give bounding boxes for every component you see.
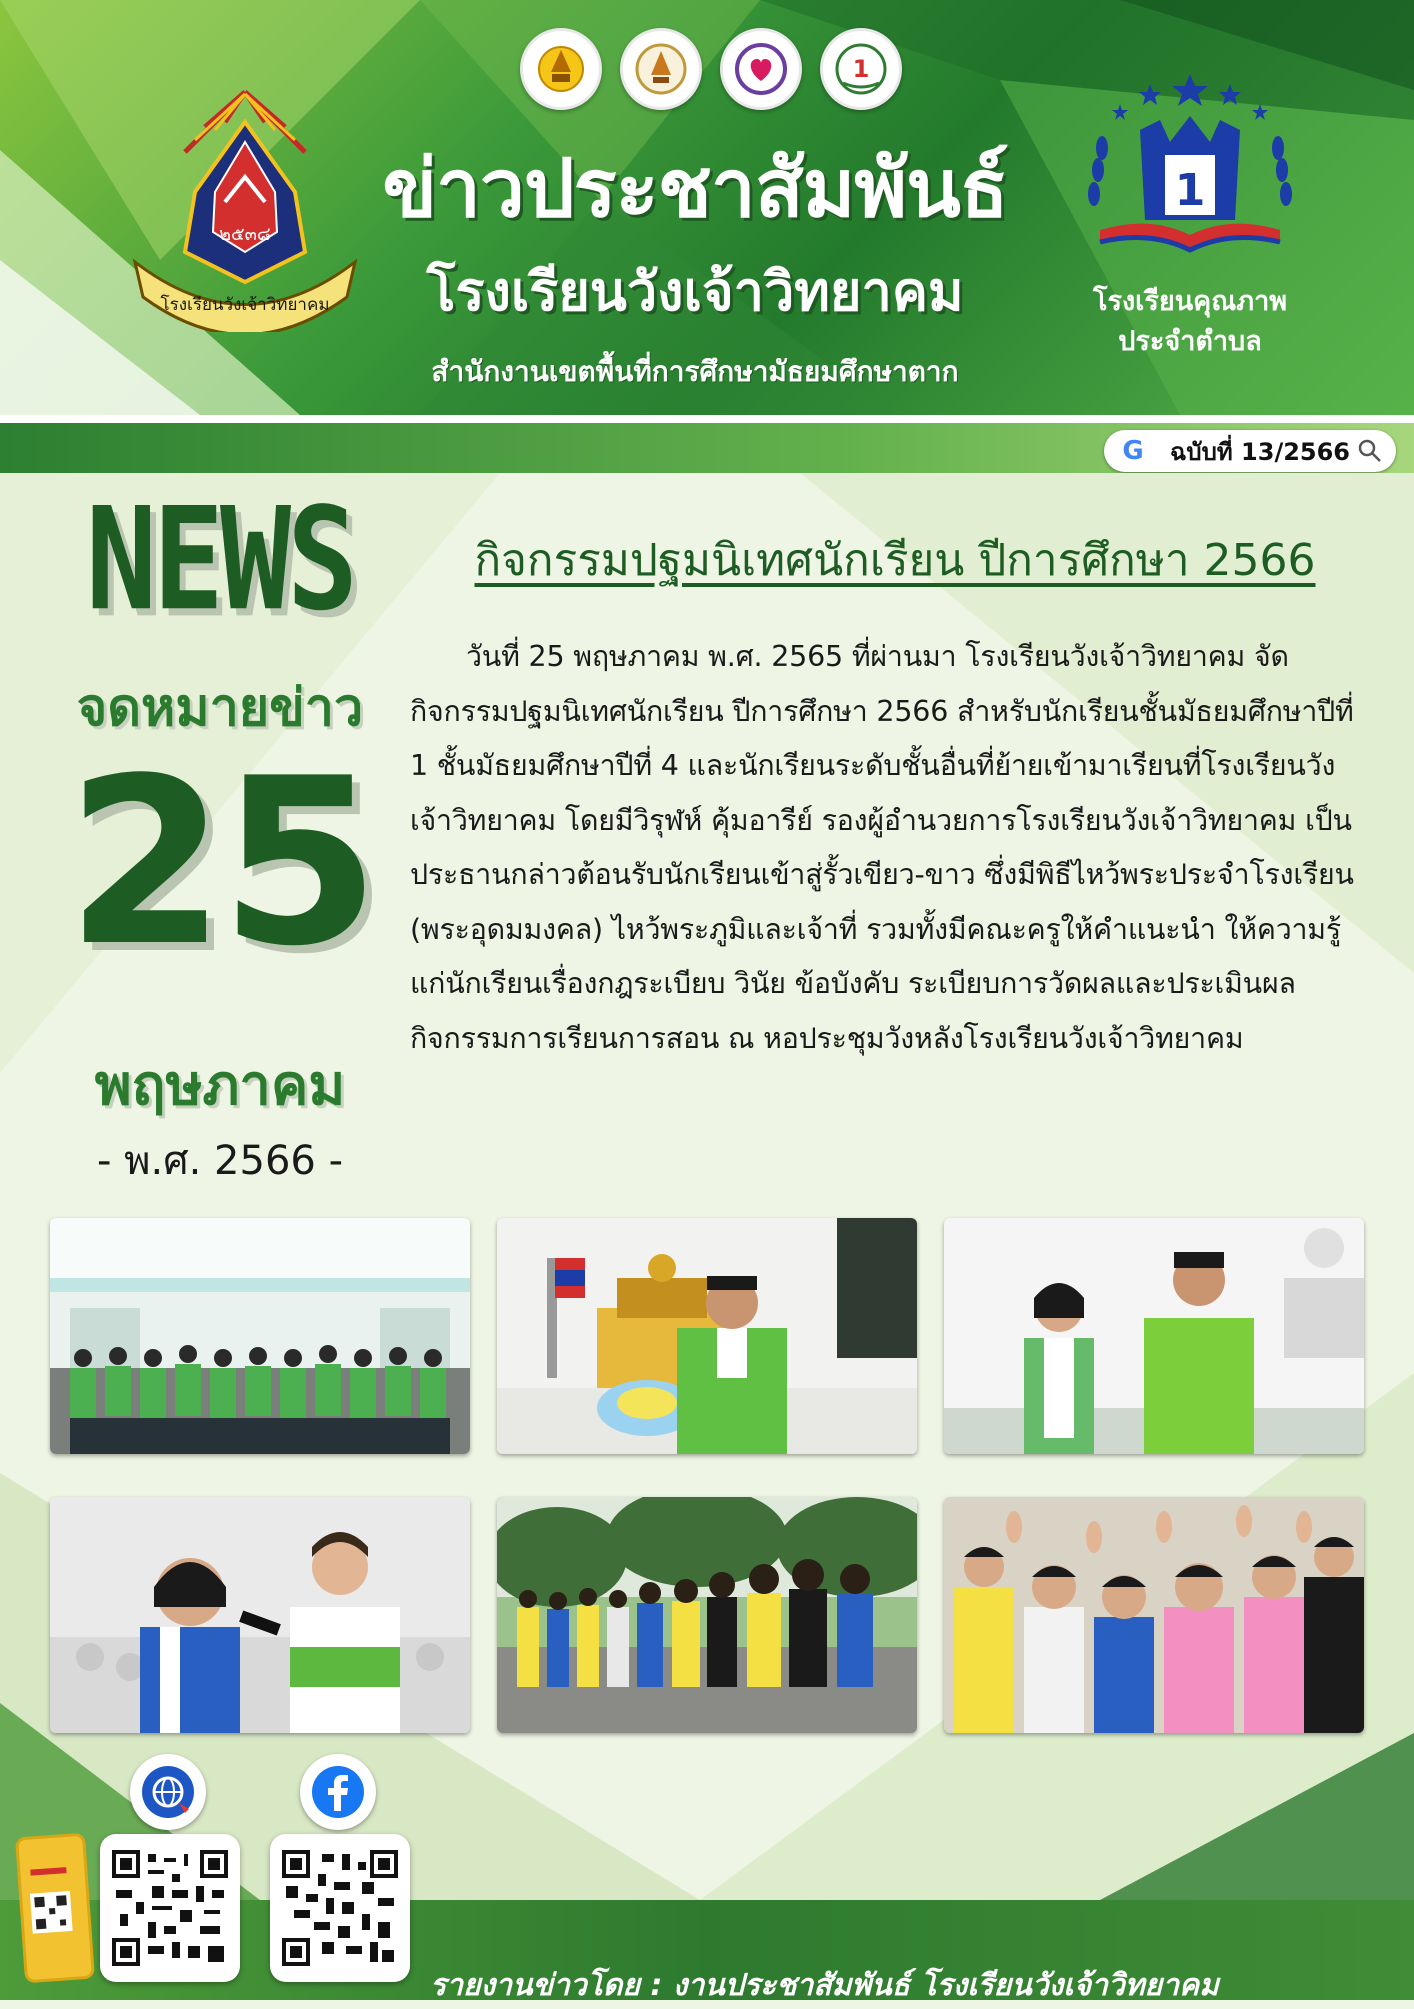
- google-g-icon: G: [1122, 436, 1144, 466]
- date-year: - พ.ศ. 2566 -: [97, 1138, 343, 1184]
- website-qr-code[interactable]: [100, 1834, 240, 1982]
- date-month: พฤษภาคม: [94, 1053, 346, 1118]
- quality-school-logo: [1070, 70, 1310, 270]
- newsletter-label: จดหมายข่าว: [76, 678, 364, 738]
- quality-line-2: ประจำตำบล: [1118, 326, 1262, 357]
- quality-line-1: โรงเรียนคุณภาพ: [1092, 286, 1288, 317]
- issue-search-bar[interactable]: [1104, 430, 1396, 472]
- partner-logos: [520, 28, 902, 110]
- photo-outdoor-students: [497, 1497, 917, 1733]
- article-body: วันที่ 25 พฤษภาคม พ.ศ. 2565 ที่ผ่านมา โรงเรียนวังเจ้าวิทยาคม จัดกิจกรรมปฐมนิเทศนักเรียน ปีการศึกษา 2566 สำหรับนักเรียนชั้นมัธยมศึกษาปีที่ 1 ชั้นมัธยมศึกษาปีที่ 4 และนักเรียนระดับชั้นอื่นที่ย้ายเข้ามาเรียนที่โรงเรียนวังเจ้าวิทยาคม โดยมีวิรุฬห์ คุ้มอารีย์ รองผู้อำนวยการโรงเรียนวังเจ้าวิทยาคม เป็นประธานกล่าวต้อนรับนักเรียนเข้าสู่รั้วเขียว-ขาว ซึ่งมีพิธีไหว้พระประจำโรงเรียน (พระอุดมมงคล) ไหว้พระภูมิและเจ้าที่ รวมทั้งมีคณะครูให้คำแนะนำ ให้ความรู้แก่นักเรียนเรื่องกฎระเบียบ วินัย ข้อบังคับ ระเบียบการวัดผลและประเมินผล กิจกรรมการเรียนการสอน ณ หอประชุมวังหลังโรงเรียนวังเจ้าวิทยาคม: [410, 640, 1354, 1055]
- article-title: กิจกรรมปฐมนิเทศนักเรียน ปีการศึกษา 2566: [474, 535, 1316, 586]
- photo-hall-assembly: [50, 1218, 470, 1454]
- header-office-name: สำนักงานเขตพื้นที่การศึกษามัธยมศึกษาตาก: [431, 355, 959, 388]
- svg-text:1: 1: [852, 55, 870, 83]
- photo-students-raising-hands: [944, 1497, 1364, 1733]
- facebook-qr-code[interactable]: [270, 1834, 410, 1982]
- phone-qr-icon: [15, 1833, 95, 1984]
- number-one-logo-icon: [820, 28, 902, 110]
- svg-text:1: 1: [1174, 165, 1206, 216]
- heart-logo-icon: [720, 28, 802, 110]
- facebook-icon[interactable]: [300, 1754, 376, 1830]
- header-title: ข่าวประชาสัมพันธ์: [382, 142, 1008, 235]
- school-emblem-logo: [125, 82, 365, 332]
- news-heading: NEWS: [85, 476, 355, 642]
- search-icon[interactable]: [1356, 437, 1384, 465]
- photo-two-speakers: [944, 1218, 1364, 1454]
- date-day: 25: [65, 730, 375, 997]
- obec-logo-icon: [520, 28, 602, 110]
- issue-number: ฉบับที่ 13/2566: [1170, 437, 1350, 466]
- header-school-name: โรงเรียนวังเจ้าวิทยาคม: [426, 260, 964, 323]
- photo-speaker-altar: [497, 1218, 917, 1454]
- emblem-ribbon-text: โรงเรียนวังเจ้าวิทยาคม: [160, 295, 330, 315]
- emblem-year: ๒๕๓๘: [219, 224, 271, 245]
- quality-school-label: [1060, 282, 1320, 362]
- website-globe-icon[interactable]: [130, 1754, 206, 1830]
- photo-interview-student: [50, 1497, 470, 1733]
- header-divider: [0, 415, 1414, 423]
- header-banner: [0, 0, 1414, 415]
- footer-credit: รายงานข่าวโดย : งานประชาสัมพันธ์ โรงเรียนวังเจ้าวิทยาคม: [430, 1968, 1219, 2003]
- area-office-logo-icon: [620, 28, 702, 110]
